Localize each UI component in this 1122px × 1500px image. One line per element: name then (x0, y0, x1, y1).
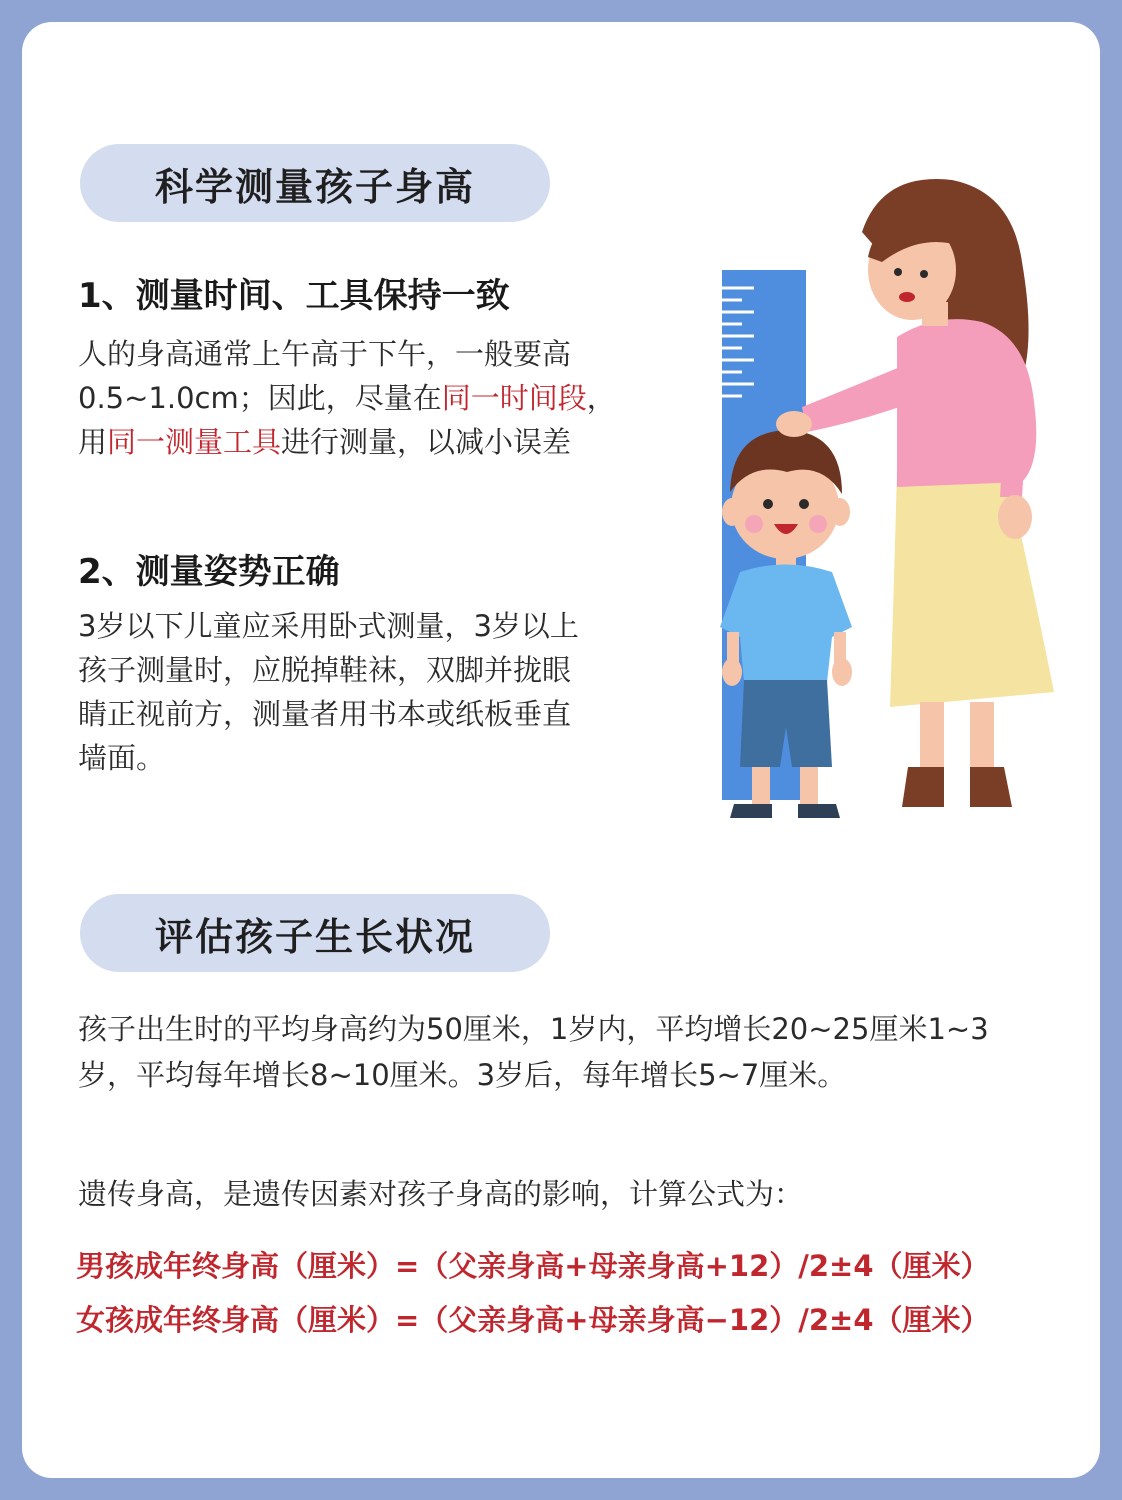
growth-line1: 孩子出生时的平均身高约为50厘米，1岁内，平均增长20~25厘米1~3 (78, 1012, 989, 1046)
item2-line2: 孩子测量时，应脱掉鞋袜，双脚并拢眼 (78, 653, 572, 687)
item1-paragraph (78, 332, 616, 464)
heredity-intro: 遗传身高，是遗传因素对孩子身高的影响，计算公式为： (78, 1177, 804, 1211)
item1-line3: 用同一测量工具进行测量，以减小误差 (78, 425, 572, 459)
item1-line1: 人的身高通常上午高于下午，一般要高 (78, 337, 572, 371)
section-title-evaluate: 评估孩子生长状况 (80, 894, 550, 972)
item2-line3: 睛正视前方，测量者用书本或纸板垂直 (78, 697, 572, 731)
highlight-same-tool: 同一测量工具 (107, 425, 282, 459)
item2-paragraph (78, 604, 579, 780)
content-card (22, 22, 1100, 1478)
item1-heading: 1、测量时间、工具保持一致 (78, 276, 510, 316)
formula-boy: 男孩成年终身高（厘米）=（父亲身高+母亲身高+12）/2±4（厘米） (76, 1249, 990, 1283)
growth-paragraph (78, 1006, 989, 1098)
growth-line2: 岁，平均每年增长8~10厘米。3岁后，每年增长5~7厘米。 (78, 1058, 847, 1092)
item2-heading: 2、测量姿势正确 (78, 552, 340, 592)
section-title-measure: 科学测量孩子身高 (80, 144, 550, 222)
item2-line1: 3岁以下儿童应采用卧式测量，3岁以上 (78, 609, 579, 643)
item2-line4: 墙面。 (78, 741, 166, 775)
formula-girl: 女孩成年终身高（厘米）=（父亲身高+母亲身高−12）/2±4（厘米） (76, 1303, 990, 1337)
item1-line2: 0.5~1.0cm；因此，尽量在同一时间段， (78, 381, 616, 415)
highlight-same-time: 同一时间段 (441, 381, 587, 415)
measuring-illustration (682, 162, 1082, 822)
